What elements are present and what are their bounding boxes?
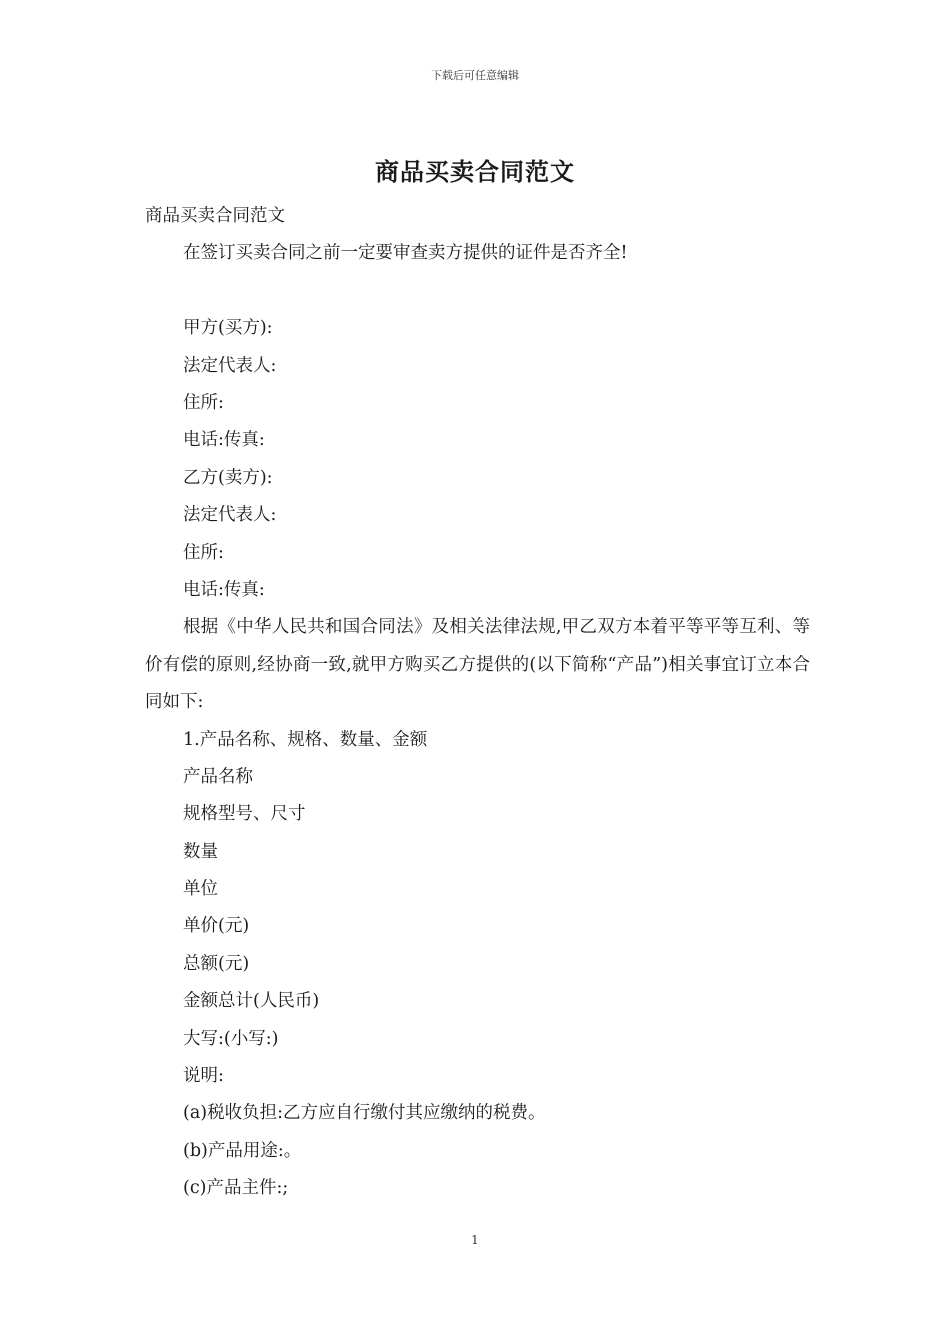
seller-legal-rep: 法定代表人: — [183, 505, 277, 526]
field-spec-size: 规格型号、尺寸 — [183, 804, 306, 825]
buyer-party: 甲方(买方): — [183, 318, 273, 339]
field-unit: 单位 — [183, 879, 218, 900]
seller-phone-fax: 电话:传真: — [183, 579, 265, 600]
seller-address: 住所: — [183, 542, 224, 563]
buyer-legal-rep: 法定代表人: — [183, 355, 277, 376]
field-total: 总额(元) — [183, 953, 250, 974]
field-quantity: 数量 — [183, 841, 218, 862]
note-tax: (a)税收负担:乙方应自行缴付其应缴纳的税费。 — [183, 1103, 546, 1124]
document-title: 商品买卖合同范文 — [375, 157, 575, 186]
seller-party: 乙方(卖方): — [183, 467, 273, 488]
buyer-phone-fax: 电话:传真: — [183, 430, 265, 451]
note-usage: (b)产品用途:。 — [183, 1140, 302, 1161]
subtitle: 商品买卖合同范文 — [145, 206, 285, 226]
field-product-name: 产品名称 — [183, 766, 253, 787]
page-header: 下载后可任意编辑 — [431, 69, 519, 82]
note-main-parts: (c)产品主件:; — [183, 1178, 289, 1199]
field-unit-price: 单价(元) — [183, 916, 250, 937]
buyer-address: 住所: — [183, 392, 224, 413]
document-body — [145, 198, 810, 1208]
blank-line — [145, 273, 810, 310]
section-heading: 1.产品名称、规格、数量、金额 — [183, 729, 428, 750]
notice: 在签订买卖合同之前一定要审查卖方提供的证件是否齐全! — [183, 243, 628, 264]
page-number: 1 — [471, 1233, 479, 1247]
notes-label: 说明: — [183, 1066, 224, 1087]
field-amount-words: 大写:(小写:) — [183, 1028, 279, 1049]
preamble-paragraph: 根据《中华人民共和国合同法》及相关法律法规,甲乙双方本着平等平等互利、等价有偿的原则,经协商一致,就甲方购买乙方提供的(以下简称“产品”)相关事宜订立本合同如下: — [145, 617, 810, 713]
field-grand-total: 金额总计(人民币) — [183, 991, 320, 1012]
